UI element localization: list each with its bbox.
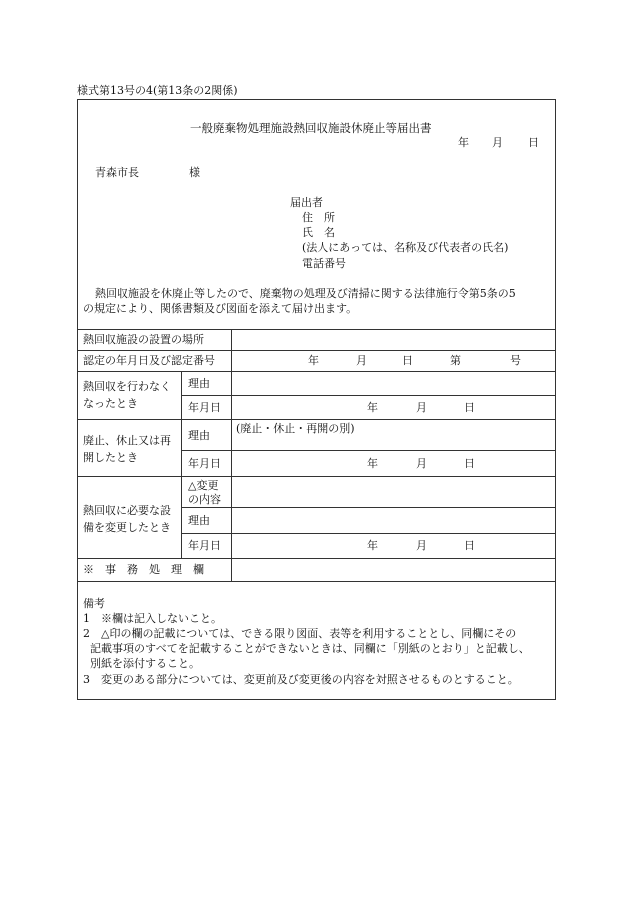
form-title: 一般廃棄物処理施設熱回収施設休廃止等届出書	[190, 121, 432, 135]
cert-number-suffix: 号	[510, 354, 521, 367]
addressee-honorific: 様	[189, 166, 200, 179]
row-divider	[181, 507, 556, 508]
group3-date-label: 年月日	[188, 539, 221, 552]
group3-label-line-2: 備を変更したとき	[83, 521, 171, 534]
table-bottom-border	[78, 581, 556, 582]
notes-heading: 備考	[83, 597, 105, 610]
group3-label-line-1: 熱回収に必要な設	[83, 504, 171, 517]
row-divider	[181, 533, 556, 534]
date-year-label: 年	[458, 136, 469, 149]
office-use-label: ※ 事 務 処 理 欄	[83, 563, 204, 576]
statement-line-2: の規定により、関係書類及び図面を添えて届け出ます。	[83, 302, 358, 315]
applicant-address-label: 住 所	[302, 211, 335, 224]
date-day-label: 日	[528, 136, 539, 149]
group2-date-label: 年月日	[188, 457, 221, 470]
row-divider	[78, 419, 556, 420]
row-divider	[78, 350, 556, 351]
group1-label-line-1: 熱回収を行わなく	[83, 380, 171, 393]
form-frame	[77, 99, 556, 700]
group1-date-day: 日	[464, 401, 475, 414]
cert-month-label: 月	[356, 354, 367, 367]
column-divider	[181, 371, 182, 558]
cert-number-prefix: 第	[450, 354, 461, 367]
addressee-name: 青森市長	[95, 166, 139, 179]
group2-date-year: 年	[367, 457, 378, 470]
group3-reason-label: 理由	[188, 514, 210, 527]
applicant-note: (法人にあっては、名称及び代表者の氏名)	[302, 241, 509, 254]
group2-label-line-1: 廃止、休止又は再	[83, 434, 171, 447]
row-divider	[78, 371, 556, 372]
note-item: 2 △印の欄の記載については、できる限り図面、表等を利用することとし、同欄にその	[83, 627, 517, 640]
group3-date-day: 日	[464, 539, 475, 552]
group3-change-label-line-1: △変更	[188, 479, 219, 492]
group1-date-label: 年月日	[188, 401, 221, 414]
group2-label-line-2: 開したとき	[83, 451, 138, 464]
group2-reason-label: 理由	[188, 429, 210, 442]
row-divider	[181, 395, 556, 396]
cert-day-label: 日	[402, 354, 413, 367]
table-top-border	[78, 329, 556, 330]
group1-date-year: 年	[367, 401, 378, 414]
group3-date-month: 月	[416, 539, 427, 552]
date-month-label: 月	[492, 136, 503, 149]
column-divider	[231, 371, 232, 558]
group1-reason-label: 理由	[188, 377, 210, 390]
note-item: 1 ※欄は記入しないこと。	[83, 612, 222, 625]
group3-change-label-line-2: の内容	[188, 493, 221, 506]
row-divider	[78, 476, 556, 477]
row-divider	[78, 558, 556, 559]
note-item: 別紙を添付すること。	[90, 657, 200, 670]
group3-date-year: 年	[367, 539, 378, 552]
column-divider	[231, 558, 232, 581]
group2-date-day: 日	[464, 457, 475, 470]
group2-reason-value: (廃止・休止・再開の別)	[236, 422, 355, 435]
applicant-label: 届出者	[290, 196, 323, 209]
row-divider	[181, 450, 556, 451]
certification-label: 認定の年月日及び認定番号	[83, 354, 215, 367]
location-label: 熱回収施設の設置の場所	[83, 333, 204, 346]
note-item: 記載事項のすべてを記載することができないときは、同欄に「別紙のとおり」と記載し、	[90, 642, 530, 655]
note-item: 3 変更のある部分については、変更前及び変更後の内容を対照させるものとすること。	[83, 673, 519, 686]
group1-label-line-2: なったとき	[83, 397, 138, 410]
group2-date-month: 月	[416, 457, 427, 470]
applicant-phone-label: 電話番号	[302, 257, 346, 270]
cert-year-label: 年	[308, 354, 319, 367]
applicant-name-label: 氏 名	[302, 226, 335, 239]
column-divider	[231, 329, 232, 372]
statement-line-1: 熱回収施設を休廃止等したので、廃棄物の処理及び清掃に関する法律施行令第5条の5	[95, 287, 516, 300]
group1-date-month: 月	[416, 401, 427, 414]
form-number-label: 様式第13号の4(第13条の2関係)	[77, 84, 238, 97]
